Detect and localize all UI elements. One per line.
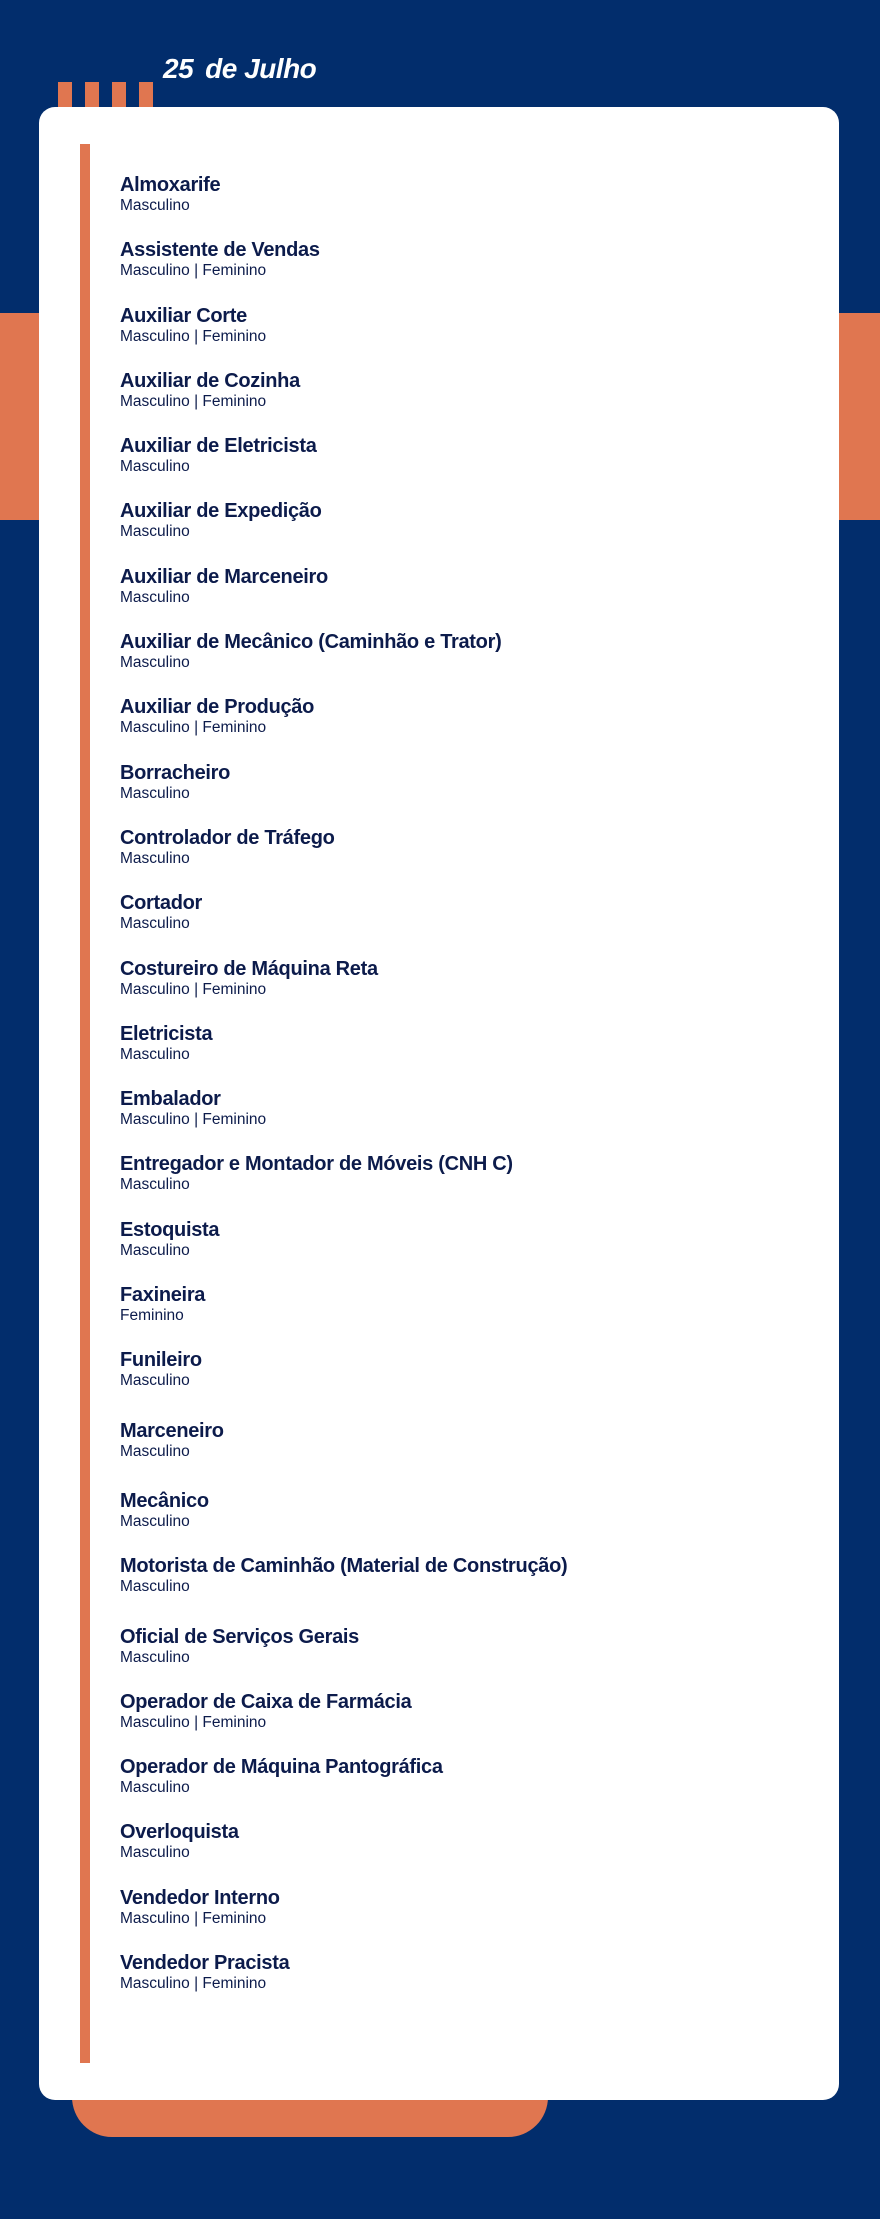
job-title: Faxineira [120, 1284, 206, 1307]
job-gender: Masculino [120, 1779, 190, 1797]
job-gender: Masculino [120, 1578, 190, 1596]
job-item [120, 1820, 567, 1885]
job-title: Marceneiro [120, 1419, 224, 1442]
job-title: Costureiro de Máquina Reta [120, 957, 378, 980]
job-item [120, 1690, 567, 1755]
job-title: Auxiliar de Marceneiro [120, 565, 328, 588]
job-title: Auxiliar de Expedição [120, 500, 322, 523]
job-gender: Masculino [120, 1241, 190, 1259]
job-title: Mecânico [120, 1489, 209, 1512]
job-item [120, 1348, 567, 1413]
job-gender: Masculino | Feminino [120, 1909, 267, 1927]
job-title: Operador de Caixa de Farmácia [120, 1690, 412, 1713]
job-title: Entregador e Montador de Móveis (CNH C) [120, 1153, 513, 1176]
jobs-card [39, 107, 839, 2100]
job-title: Motorista de Caminhão (Material de Construção) [120, 1555, 568, 1578]
job-gender: Masculino | Feminino [120, 1111, 267, 1129]
job-gender: Masculino [120, 1648, 190, 1666]
stripe [58, 82, 72, 108]
job-title: Auxiliar de Cozinha [120, 369, 300, 392]
job-item [120, 434, 567, 499]
job-title: Operador de Máquina Pantográfica [120, 1756, 443, 1779]
job-title: Controlador de Tráfego [120, 826, 335, 849]
job-gender: Masculino [120, 784, 190, 802]
job-gender: Masculino [120, 1442, 190, 1460]
job-title: Eletricista [120, 1022, 213, 1045]
job-item [120, 238, 567, 303]
job-gender: Masculino [120, 849, 190, 867]
job-item [120, 1951, 567, 2016]
job-title: Almoxarife [120, 174, 221, 196]
job-title: Auxiliar de Mecânico (Caminhão e Trator) [120, 631, 502, 654]
job-item [120, 630, 567, 695]
job-item [120, 1283, 567, 1348]
job-item [120, 695, 567, 760]
job-item [120, 1755, 567, 1820]
stripe [139, 82, 153, 108]
job-item [120, 1152, 567, 1217]
job-title: Vendedor Pracista [120, 1952, 290, 1975]
job-gender: Masculino [120, 1844, 190, 1862]
job-gender: Masculino [120, 1176, 190, 1194]
job-gender: Masculino | Feminino [120, 392, 267, 410]
job-item [120, 369, 567, 434]
job-gender: Masculino [120, 654, 190, 672]
job-title: Assistente de Vendas [120, 239, 320, 262]
job-list [120, 173, 567, 2016]
job-title: Embalador [120, 1088, 221, 1111]
job-gender: Masculino [120, 197, 190, 214]
job-title: Vendedor Interno [120, 1886, 280, 1909]
job-item [120, 891, 567, 956]
job-item [120, 761, 567, 826]
job-gender: Masculino [120, 1372, 190, 1390]
job-item [120, 173, 567, 238]
job-title: Oficial de Serviços Gerais [120, 1625, 359, 1648]
job-item [120, 1625, 567, 1690]
date-day: 25 [163, 53, 194, 84]
job-item [120, 826, 567, 891]
stripe [112, 82, 126, 108]
job-gender: Masculino [120, 458, 190, 476]
job-item [120, 1419, 567, 1484]
job-gender: Masculino | Feminino [120, 719, 267, 737]
job-title: Auxiliar de Eletricista [120, 435, 317, 458]
job-item [120, 1554, 567, 1619]
job-gender: Masculino | Feminino [120, 1713, 267, 1731]
job-gender: Feminino [120, 1307, 184, 1325]
stripe [85, 82, 99, 108]
job-gender: Masculino [120, 915, 190, 933]
job-item [120, 1489, 567, 1554]
job-gender: Masculino [120, 1045, 190, 1063]
job-title: Cortador [120, 892, 203, 915]
date-title [163, 53, 316, 85]
job-title: Estoquista [120, 1218, 220, 1241]
job-title: Overloquista [120, 1821, 239, 1844]
job-gender: Masculino [120, 1512, 190, 1530]
job-gender: Masculino | Feminino [120, 327, 267, 345]
job-item [120, 304, 567, 369]
date-month: de Julho [205, 53, 317, 84]
job-title: Funileiro [120, 1349, 202, 1372]
job-item [120, 1022, 567, 1087]
job-item [120, 957, 567, 1022]
job-item [120, 499, 567, 564]
job-gender: Masculino | Feminino [120, 1975, 267, 1993]
job-item [120, 565, 567, 630]
job-gender: Masculino [120, 523, 190, 541]
job-item [120, 1087, 567, 1152]
job-gender: Masculino [120, 588, 190, 606]
job-gender: Masculino | Feminino [120, 262, 267, 280]
job-title: Borracheiro [120, 761, 231, 784]
job-item [120, 1886, 567, 1951]
accent-bar [80, 144, 90, 2063]
job-item [120, 1218, 567, 1283]
job-title: Auxiliar de Produção [120, 696, 315, 719]
job-title: Auxiliar Corte [120, 304, 247, 327]
job-gender: Masculino | Feminino [120, 980, 267, 998]
